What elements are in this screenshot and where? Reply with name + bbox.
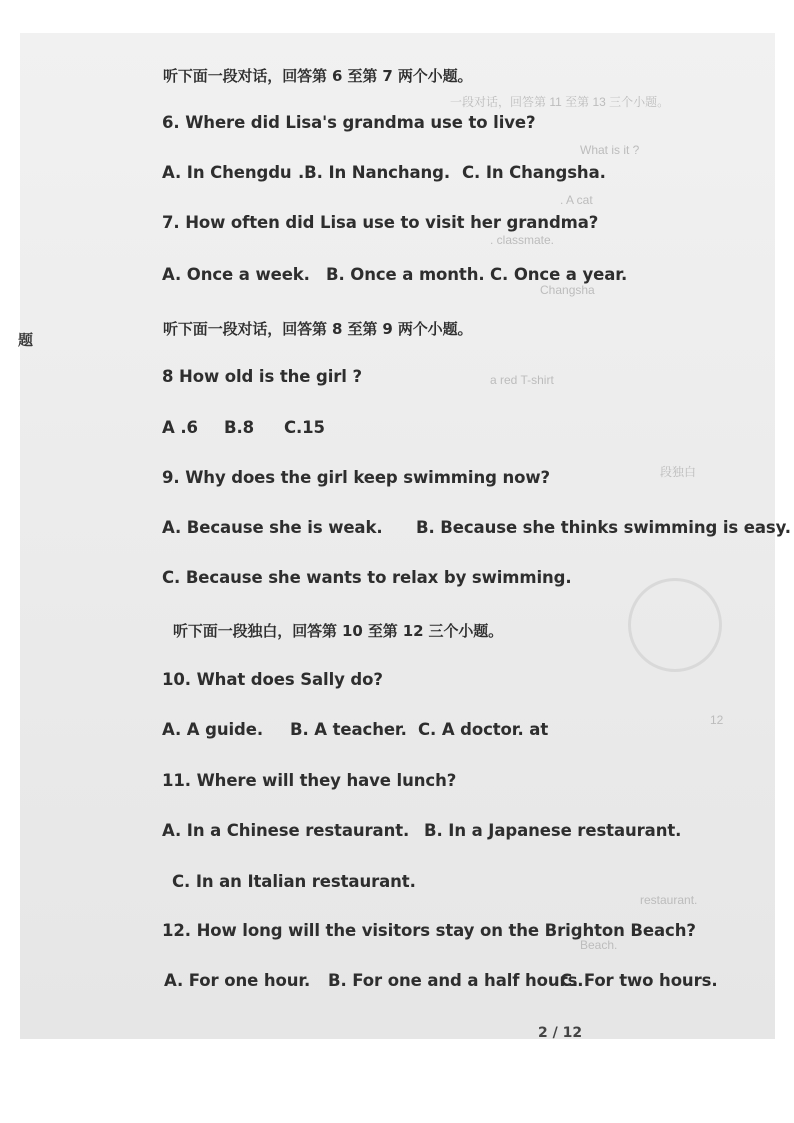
option-a: A. In a Chinese restaurant.	[162, 821, 410, 840]
section-instruction: 听下面一段对话，回答第 8 至第 9 两个小题。	[163, 320, 473, 338]
option-a: A .6	[162, 418, 198, 437]
section-instruction: 听下面一段独白，回答第 10 至第 12 三个小题。	[173, 622, 504, 640]
question-11: 11. Where will they have lunch?	[162, 771, 457, 790]
option-c: C. For two hours.	[560, 971, 718, 990]
option-b: B. In a Japanese restaurant.	[424, 821, 682, 840]
option-a: A. Once a week.	[162, 265, 310, 284]
margin-character: 题	[18, 331, 34, 349]
question-12: 12. How long will the visitors stay on the Brighton Beach?	[162, 921, 696, 940]
question-7: 7. How often did Lisa use to visit her grandma?	[162, 213, 599, 232]
option-c: C. A doctor. at	[418, 720, 549, 739]
option-c: C. In Changsha.	[462, 163, 606, 182]
option-b: B. For one and a half hours.	[328, 971, 584, 990]
option-b: B. Because she thinks swimming is easy.	[416, 518, 791, 537]
scanned-page	[18, 33, 791, 1039]
option-a: A. A guide.	[162, 720, 263, 739]
page-number: 2 / 12	[538, 1025, 583, 1041]
question-6: 6. Where did Lisa's grandma use to live?	[162, 113, 536, 132]
bleed-through-text: restaurant.	[640, 893, 698, 907]
question-9: 9. Why does the girl keep swimming now?	[162, 468, 550, 487]
option-b: B.8	[224, 418, 255, 437]
bleed-through-text: 12	[710, 713, 724, 727]
question-10: 10. What does Sally do?	[162, 670, 383, 689]
option-a: A. In Chengdu	[162, 163, 292, 182]
option-b: B. Once a month.	[326, 265, 485, 284]
option-b: .B. In Nanchang.	[298, 163, 451, 182]
option-a: A. Because she is weak.	[162, 518, 383, 537]
option-c: C. Once a year.	[490, 265, 628, 284]
section-instruction: 听下面一段对话，回答第 6 至第 7 两个小题。	[163, 67, 473, 85]
option-a: A. For one hour.	[164, 971, 311, 990]
option-c: C. In an Italian restaurant.	[172, 872, 416, 891]
bleed-through-text: a red T-shirt	[490, 373, 554, 387]
option-b: B. A teacher.	[290, 720, 407, 739]
bleed-through-text: . classmate.	[490, 233, 555, 247]
option-c: C.15	[284, 418, 325, 437]
bleed-through-text: Changsha	[540, 283, 595, 297]
bleed-through-text: What is it ?	[580, 143, 640, 157]
bleed-through-text: Beach.	[580, 938, 618, 952]
bleed-through-text: 一段对话，回答第 11 至第 13 三个小题。	[450, 95, 670, 109]
question-8: 8 How old is the girl ?	[162, 367, 362, 386]
bleed-through-text: . A cat	[560, 193, 593, 207]
option-c: C. Because she wants to relax by swimming.	[162, 568, 572, 587]
faint-stamp-mark	[628, 578, 722, 672]
bleed-through-text: 段独白	[660, 465, 697, 479]
